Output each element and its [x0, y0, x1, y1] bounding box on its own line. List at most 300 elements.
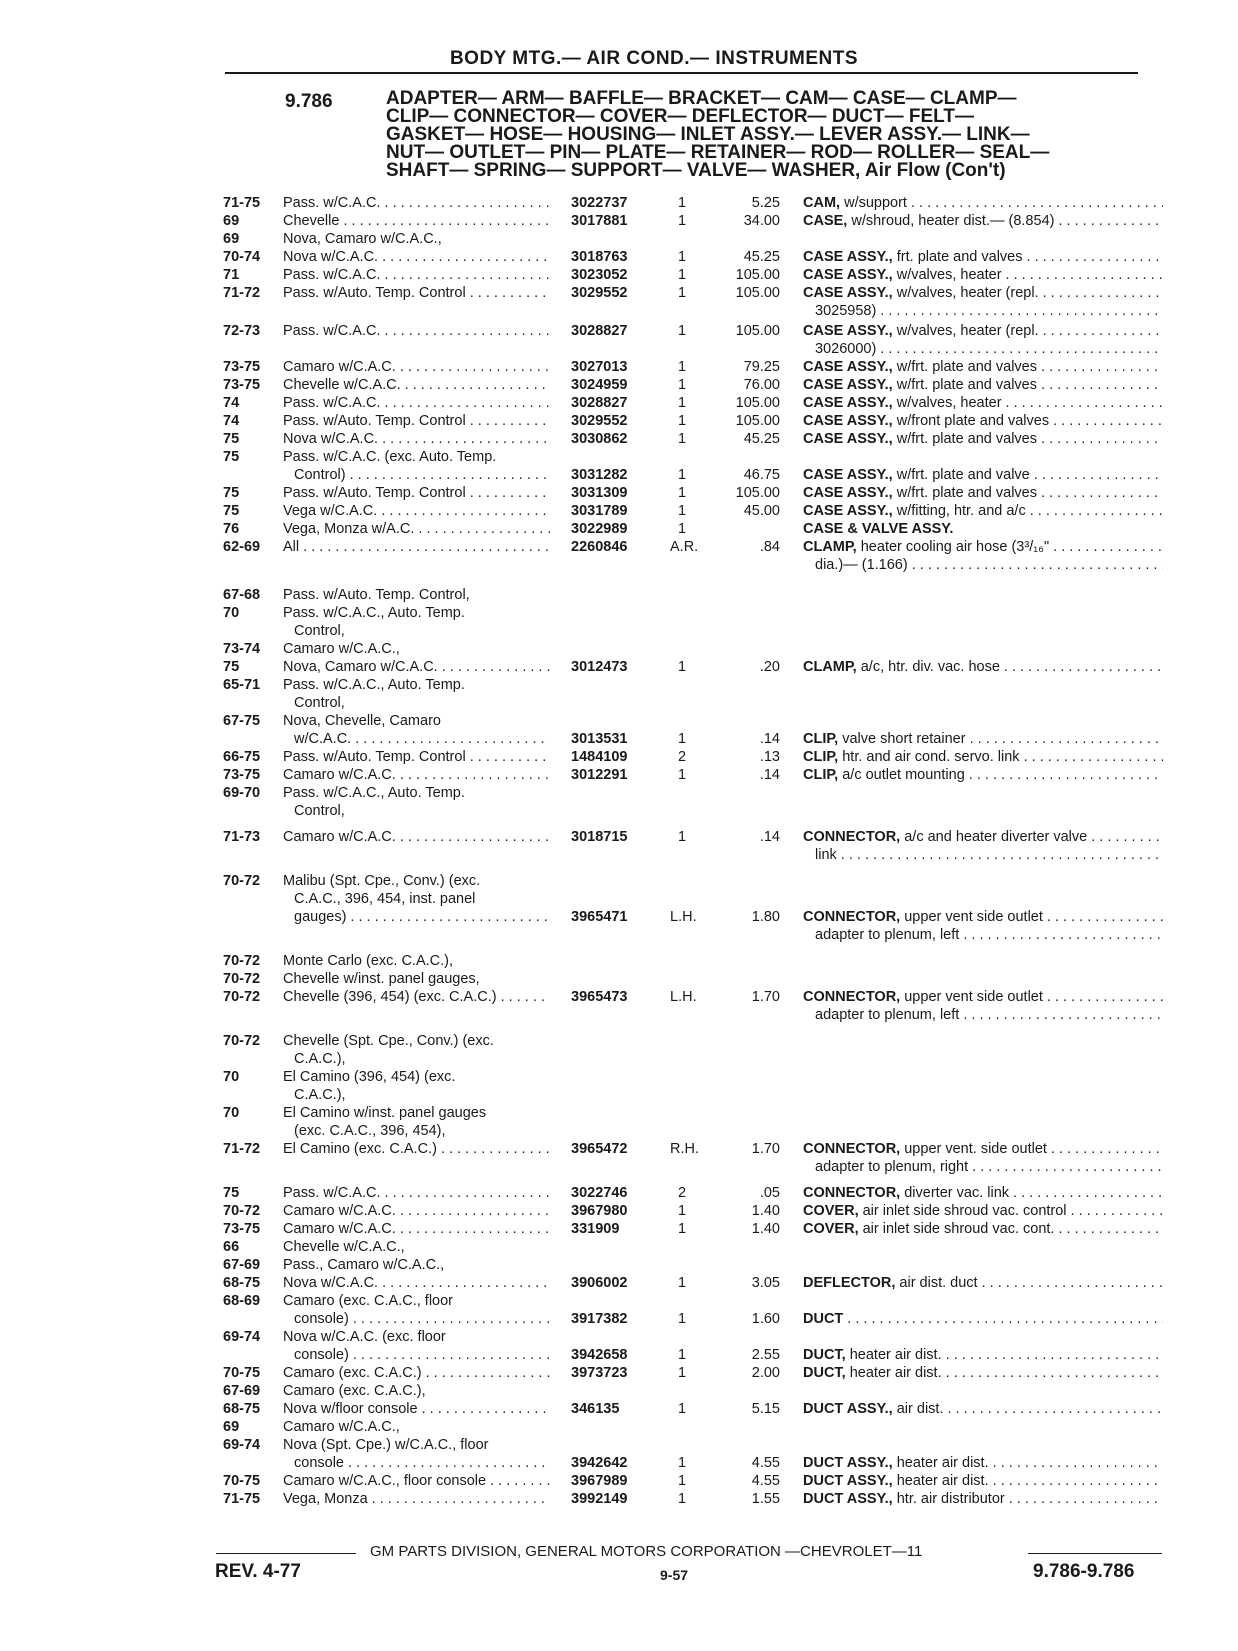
- price: 76.00: [743, 377, 780, 393]
- model-application: console) . . .: [294, 1310, 550, 1328]
- price: 2.55: [751, 1347, 780, 1363]
- year-range: 70-72: [223, 953, 261, 969]
- part-number: 331909: [571, 1221, 620, 1237]
- model-application: Pass. w/C.A.C., Auto. Temp.: [283, 785, 465, 801]
- part-name: CLAMP,: [803, 659, 857, 675]
- part-description: [803, 1202, 1163, 1220]
- part-detail: air dist. duct: [895, 1275, 978, 1291]
- part-name: CASE ASSY.,: [803, 285, 893, 301]
- footer-rule-left: [216, 1553, 356, 1554]
- price: 1.60: [751, 1311, 780, 1327]
- part-number: 3012473: [571, 659, 628, 675]
- part-description: [803, 1364, 1163, 1382]
- quantity: 1: [677, 829, 687, 845]
- quantity: 1: [677, 1203, 687, 1219]
- part-description: [815, 926, 1163, 944]
- price: 2.00: [751, 1365, 780, 1381]
- part-description: [815, 556, 1163, 574]
- quantity: 1: [677, 1365, 687, 1381]
- model-application: All . . .: [283, 538, 550, 556]
- part-description: [803, 1400, 1163, 1418]
- quantity: 1: [677, 249, 687, 265]
- section-title: [386, 90, 1156, 180]
- part-name: CASE ASSY.,: [803, 485, 893, 501]
- year-range: 71-72: [223, 1141, 261, 1157]
- part-number: 1484109: [571, 749, 628, 765]
- model-application: Nova, Camaro w/C.A.C. . . .: [283, 658, 550, 676]
- model-application: El Camino (exc. C.A.C.) . . .: [283, 1140, 550, 1158]
- model-application: Nova w/C.A.C. . . .: [283, 248, 550, 266]
- part-number: 3017881: [571, 213, 628, 229]
- part-number: 2260846: [571, 539, 628, 555]
- quantity: 1: [677, 1221, 687, 1237]
- model-application: Camaro (exc. C.A.C.),: [283, 1383, 426, 1399]
- part-name: CASE & VALVE ASSY.: [803, 521, 954, 537]
- year-range: 69: [223, 1419, 240, 1435]
- part-description: [803, 358, 1163, 376]
- part-number: 3027013: [571, 359, 628, 375]
- part-name: DUCT: [803, 1311, 844, 1327]
- year-range: 68-75: [223, 1401, 261, 1417]
- year-range: 69-74: [223, 1329, 261, 1345]
- price: 1.55: [751, 1491, 780, 1507]
- part-number: 3992149: [571, 1491, 628, 1507]
- part-number: 3917382: [571, 1311, 628, 1327]
- part-description: [803, 1274, 1163, 1292]
- quantity: L.H.: [670, 909, 697, 925]
- part-name: CASE ASSY.,: [803, 467, 893, 483]
- model-application: Control,: [294, 695, 345, 711]
- price: 5.15: [751, 1401, 780, 1417]
- part-detail: upper vent side outlet: [900, 909, 1043, 925]
- part-number: 3031789: [571, 503, 628, 519]
- part-name: DUCT ASSY.,: [803, 1455, 893, 1471]
- model-application: Camaro (exc. C.A.C., floor: [283, 1293, 454, 1309]
- price: .14: [759, 767, 780, 783]
- year-range: 71-75: [223, 195, 261, 211]
- year-range: 73-74: [223, 641, 261, 657]
- part-number: 3030862: [571, 431, 628, 447]
- part-number: 3012291: [571, 767, 628, 783]
- year-range: 70: [223, 1069, 240, 1085]
- model-application: C.A.C., 396, 454, inst. panel: [294, 891, 476, 907]
- price: .05: [759, 1185, 780, 1201]
- model-application: Pass. w/C.A.C. . . .: [283, 266, 550, 284]
- part-detail: w/support: [840, 195, 907, 211]
- part-description: [803, 538, 1163, 556]
- model-application: Camaro w/C.A.C. . . .: [283, 766, 550, 784]
- part-detail: w/frt. plate and valves: [892, 431, 1037, 447]
- section-title-line: CLIP— CONNECTOR— COVER— DEFLECTOR— DUCT— FELT—: [386, 106, 974, 127]
- quantity: 1: [677, 521, 687, 537]
- part-number: 3029552: [571, 285, 628, 301]
- model-application: C.A.C.),: [294, 1051, 346, 1067]
- part-name: CASE ASSY.,: [803, 503, 893, 519]
- section-title-line: GASKET— HOSE— HOUSING— INLET ASSY.— LEVER ASSY.— LINK—: [386, 124, 1030, 145]
- part-number: 3024959: [571, 377, 628, 393]
- model-application: Camaro w/C.A.C. . . .: [283, 358, 550, 376]
- year-range: 69: [223, 213, 240, 229]
- quantity: R.H.: [670, 1141, 699, 1157]
- year-range: 70-74: [223, 249, 261, 265]
- part-detail: air inlet side shroud vac. cont.: [858, 1221, 1055, 1237]
- part-description: [803, 266, 1163, 284]
- part-description: [803, 730, 1163, 748]
- part-number: 3028827: [571, 395, 628, 411]
- part-name: COVER,: [803, 1221, 859, 1237]
- part-detail: valve short retainer: [838, 731, 966, 747]
- model-application: gauges) . . .: [294, 908, 550, 926]
- price: 105.00: [735, 323, 780, 339]
- part-name: DUCT ASSY.,: [803, 1473, 893, 1489]
- model-application: Nova, Camaro w/C.A.C.,: [283, 231, 442, 247]
- year-range: 65-71: [223, 677, 261, 693]
- part-number: 3013531: [571, 731, 628, 747]
- model-application: Pass. w/C.A.C., Auto. Temp.: [283, 677, 465, 693]
- part-description: [815, 302, 1163, 320]
- part-name: DUCT,: [803, 1347, 846, 1363]
- model-application: C.A.C.),: [294, 1087, 346, 1103]
- part-description: [803, 1454, 1163, 1472]
- part-number: 3031282: [571, 467, 628, 483]
- model-application: Pass. w/Auto. Temp. Control . . .: [283, 412, 550, 430]
- model-application: Chevelle w/inst. panel gauges,: [283, 971, 480, 987]
- part-description: [803, 908, 1163, 926]
- price: .20: [759, 659, 780, 675]
- part-description: [803, 748, 1163, 766]
- quantity: L.H.: [670, 989, 697, 1005]
- part-name: CLIP,: [803, 767, 839, 783]
- model-application: Camaro w/C.A.C. . . .: [283, 1202, 550, 1220]
- year-range: 76: [223, 521, 240, 537]
- year-range: 71-75: [223, 1491, 261, 1507]
- model-application: Control) . . .: [294, 466, 550, 484]
- price: .14: [759, 731, 780, 747]
- year-range: 73-75: [223, 377, 261, 393]
- year-range: 75: [223, 449, 240, 465]
- part-name: CONNECTOR,: [803, 1141, 901, 1157]
- part-number: 3942642: [571, 1455, 628, 1471]
- part-description: [803, 394, 1163, 412]
- part-number: 3967989: [571, 1473, 628, 1489]
- year-range: 73-75: [223, 767, 261, 783]
- footer-rule-right: [1028, 1553, 1162, 1554]
- part-name: CASE ASSY.,: [803, 267, 893, 283]
- part-detail: htr. air distributor: [892, 1491, 1005, 1507]
- part-detail: adapter to plenum, left: [815, 927, 960, 943]
- quantity: A.R.: [670, 539, 699, 555]
- part-name: CASE ASSY.,: [803, 431, 893, 447]
- part-number: 3973723: [571, 1365, 628, 1381]
- part-number: 3022746: [571, 1185, 628, 1201]
- model-application: Nova w/C.A.C. . . .: [283, 1274, 550, 1292]
- part-name: CONNECTOR,: [803, 829, 901, 845]
- part-description: [803, 284, 1163, 302]
- year-range: 75: [223, 503, 240, 519]
- part-detail: w/valves, heater (repl.: [892, 285, 1039, 301]
- part-number: 3022989: [571, 521, 628, 537]
- part-name: DUCT ASSY.,: [803, 1491, 893, 1507]
- price: 1.70: [751, 989, 780, 1005]
- price: 4.55: [751, 1473, 780, 1489]
- year-range: 75: [223, 485, 240, 501]
- part-name: CASE ASSY.,: [803, 359, 893, 375]
- part-detail: upper vent. side outlet: [900, 1141, 1047, 1157]
- part-number: 3018763: [571, 249, 628, 265]
- year-range: 72-73: [223, 323, 261, 339]
- part-description: [803, 322, 1163, 340]
- page-header-title: BODY MTG.— AIR COND.— INSTRUMENTS: [449, 48, 859, 69]
- model-application: Pass. w/Auto. Temp. Control,: [283, 587, 470, 603]
- part-description: [803, 194, 1163, 212]
- part-name: DUCT ASSY.,: [803, 1401, 893, 1417]
- part-detail: htr. and air cond. servo. link: [838, 749, 1020, 765]
- year-range: 70-72: [223, 971, 261, 987]
- part-detail: w/valves, heater: [892, 267, 1002, 283]
- quantity: 1: [677, 1311, 687, 1327]
- part-number: 3967980: [571, 1203, 628, 1219]
- price: 1.40: [751, 1203, 780, 1219]
- part-name: CASE ASSY.,: [803, 323, 893, 339]
- quantity: 1: [677, 731, 687, 747]
- part-detail: w/shroud, heater dist.— (8.854): [847, 213, 1055, 229]
- year-range: 74: [223, 395, 240, 411]
- quantity: 2: [677, 1185, 687, 1201]
- year-range: 70-72: [223, 1033, 261, 1049]
- year-range: 68-75: [223, 1275, 261, 1291]
- part-name: CAM,: [803, 195, 841, 211]
- part-detail: adapter to plenum, left: [815, 1007, 960, 1023]
- price: 45.25: [743, 431, 780, 447]
- header-rule: [225, 72, 1138, 74]
- quantity: 1: [677, 1491, 687, 1507]
- year-range: 67-75: [223, 713, 261, 729]
- price: 105.00: [735, 285, 780, 301]
- part-number: 3028827: [571, 323, 628, 339]
- model-application: El Camino w/inst. panel gauges: [283, 1105, 487, 1121]
- part-detail: a/c outlet mounting: [838, 767, 965, 783]
- model-application: Pass. w/Auto. Temp. Control . . .: [283, 284, 550, 302]
- revision-label: REV. 4-77: [215, 1561, 301, 1582]
- price: 45.25: [743, 249, 780, 265]
- model-application: Nova, Chevelle, Camaro: [283, 713, 441, 729]
- model-application: Vega w/C.A.C. . . .: [283, 502, 550, 520]
- price: 1.70: [751, 1141, 780, 1157]
- quantity: 1: [677, 767, 687, 783]
- part-detail: 3026000): [815, 341, 877, 357]
- quantity: 1: [677, 485, 687, 501]
- year-range: 71: [223, 267, 240, 283]
- part-detail: a/c and heater diverter valve: [900, 829, 1088, 845]
- year-range: 70-75: [223, 1365, 261, 1381]
- model-application: Control,: [294, 803, 345, 819]
- part-description: [803, 1220, 1163, 1238]
- part-detail: w/valves, heater (repl.: [892, 323, 1039, 339]
- part-number: 3022737: [571, 195, 628, 211]
- model-application: Nova w/C.A.C. (exc. floor: [283, 1329, 446, 1345]
- model-application: console . . .: [294, 1454, 550, 1472]
- quantity: 1: [677, 1401, 687, 1417]
- model-application: El Camino (396, 454) (exc.: [283, 1069, 456, 1085]
- part-detail: heater air dist.: [892, 1455, 989, 1471]
- part-name: CASE ASSY.,: [803, 413, 893, 429]
- section-reference: 9.786-9.786: [1033, 1561, 1135, 1582]
- part-name: DEFLECTOR,: [803, 1275, 896, 1291]
- model-application: Control,: [294, 623, 345, 639]
- part-detail: heater air dist.: [892, 1473, 989, 1489]
- price: 46.75: [743, 467, 780, 483]
- part-detail: heater air dist.: [845, 1365, 942, 1381]
- part-detail: w/frt. plate and valves: [892, 359, 1037, 375]
- part-description: [803, 376, 1163, 394]
- part-name: CONNECTOR,: [803, 1185, 901, 1201]
- year-range: 70-72: [223, 989, 261, 1005]
- section-number: 9.786: [285, 91, 333, 112]
- page-number: 9-57: [660, 1567, 689, 1583]
- year-range: 71-73: [223, 829, 261, 845]
- quantity: 1: [677, 1347, 687, 1363]
- price: 3.05: [751, 1275, 780, 1291]
- quantity: 1: [677, 1473, 687, 1489]
- part-detail: link: [815, 847, 837, 863]
- part-description: [803, 1184, 1163, 1202]
- part-name: CLIP,: [803, 749, 839, 765]
- part-number: 3965471: [571, 909, 628, 925]
- part-name: CONNECTOR,: [803, 989, 901, 1005]
- model-application: Pass. w/C.A.C. . . .: [283, 394, 550, 412]
- quantity: 1: [677, 359, 687, 375]
- model-application: Malibu (Spt. Cpe., Conv.) (exc.: [283, 873, 481, 889]
- part-description: [803, 1310, 1163, 1328]
- model-application: Nova w/C.A.C. . . .: [283, 430, 550, 448]
- year-range: 69: [223, 231, 240, 247]
- quantity: 1: [677, 467, 687, 483]
- model-application: Pass., Camaro w/C.A.C.,: [283, 1257, 445, 1273]
- part-description: [803, 412, 1163, 430]
- year-range: 66: [223, 1239, 240, 1255]
- part-detail: w/front plate and valves: [892, 413, 1050, 429]
- model-application: Chevelle . . .: [283, 212, 550, 230]
- part-description: [803, 248, 1163, 266]
- part-number: 3965473: [571, 989, 628, 1005]
- part-description: [803, 1490, 1163, 1508]
- year-range: 70-75: [223, 1473, 261, 1489]
- part-description: [803, 828, 1163, 846]
- part-detail: w/frt. plate and valve: [892, 467, 1030, 483]
- part-detail: heater cooling air hose (3³/₁₆": [856, 539, 1050, 555]
- price: 34.00: [743, 213, 780, 229]
- section-title-line: NUT— OUTLET— PIN— PLATE— RETAINER— ROD— ROLLER— SEAL—: [386, 142, 1050, 163]
- year-range: 73-75: [223, 1221, 261, 1237]
- year-range: 70-72: [223, 1203, 261, 1219]
- year-range: 70: [223, 1105, 240, 1121]
- year-range: 62-69: [223, 539, 261, 555]
- model-application: Chevelle (Spt. Cpe., Conv.) (exc.: [283, 1033, 494, 1049]
- model-application: w/C.A.C. . . .: [294, 730, 550, 748]
- part-detail: heater air dist.: [845, 1347, 942, 1363]
- year-range: 75: [223, 431, 240, 447]
- model-application: Nova w/floor console . . .: [283, 1400, 550, 1418]
- model-application: Camaro w/C.A.C. . . .: [283, 828, 550, 846]
- model-application: Camaro w/C.A.C.,: [283, 1419, 400, 1435]
- quantity: 1: [677, 413, 687, 429]
- part-description: [803, 1140, 1163, 1158]
- model-application: Camaro w/C.A.C.,: [283, 641, 400, 657]
- model-application: Chevelle (396, 454) (exc. C.A.C.) . . .: [283, 988, 550, 1006]
- price: 105.00: [735, 395, 780, 411]
- model-application: Pass. w/C.A.C. (exc. Auto. Temp.: [283, 449, 497, 465]
- quantity: 1: [677, 377, 687, 393]
- part-name: DUCT,: [803, 1365, 846, 1381]
- part-description: [803, 484, 1163, 502]
- part-number: 3906002: [571, 1275, 628, 1291]
- part-detail: w/valves, heater: [892, 395, 1002, 411]
- price: 5.25: [751, 195, 780, 211]
- quantity: 1: [677, 267, 687, 283]
- year-range: 73-75: [223, 359, 261, 375]
- year-range: 66-75: [223, 749, 261, 765]
- part-name: CASE ASSY.,: [803, 249, 893, 265]
- year-range: 70: [223, 605, 240, 621]
- year-range: 67-69: [223, 1383, 261, 1399]
- part-description: [803, 766, 1163, 784]
- part-detail: w/frt. plate and valves: [892, 377, 1037, 393]
- model-application: Pass. w/C.A.C. . . .: [283, 1184, 550, 1202]
- part-name: CLAMP,: [803, 539, 857, 555]
- year-range: 69-70: [223, 785, 261, 801]
- part-description: [803, 466, 1163, 484]
- quantity: 1: [677, 395, 687, 411]
- quantity: 1: [677, 323, 687, 339]
- part-detail: upper vent side outlet: [900, 989, 1043, 1005]
- price: 105.00: [735, 485, 780, 501]
- model-application: Camaro (exc. C.A.C.) . . .: [283, 1364, 550, 1382]
- model-application: (exc. C.A.C., 396, 454),: [294, 1123, 446, 1139]
- price: .14: [759, 829, 780, 845]
- quantity: 1: [677, 285, 687, 301]
- quantity: 1: [677, 1275, 687, 1291]
- part-detail: w/fitting, htr. and a/c: [892, 503, 1026, 519]
- price: 1.80: [751, 909, 780, 925]
- model-application: Chevelle w/C.A.C. . . .: [283, 376, 550, 394]
- quantity: 1: [677, 659, 687, 675]
- model-application: Pass. w/C.A.C. . . .: [283, 322, 550, 340]
- quantity: 2: [677, 749, 687, 765]
- quantity: 1: [677, 195, 687, 211]
- year-range: 67-68: [223, 587, 261, 603]
- part-number: 3031309: [571, 485, 628, 501]
- part-detail: air dist.: [892, 1401, 944, 1417]
- part-name: CONNECTOR,: [803, 909, 901, 925]
- part-description: [815, 846, 1163, 864]
- part-description: [815, 1006, 1163, 1024]
- year-range: 75: [223, 1185, 240, 1201]
- quantity: 1: [677, 431, 687, 447]
- price: 105.00: [735, 413, 780, 429]
- part-detail: frt. plate and valves: [892, 249, 1023, 265]
- model-application: Pass. w/Auto. Temp. Control . . .: [283, 748, 550, 766]
- model-application: Vega, Monza . . .: [283, 1490, 550, 1508]
- year-range: 67-69: [223, 1257, 261, 1273]
- part-description: [803, 1472, 1163, 1490]
- part-detail: diverter vac. link: [900, 1185, 1010, 1201]
- part-number: 3018715: [571, 829, 628, 845]
- part-description: [803, 988, 1163, 1006]
- part-detail: a/c, htr. div. vac. hose: [856, 659, 1000, 675]
- part-name: COVER,: [803, 1203, 859, 1219]
- part-detail: w/frt. plate and valves: [892, 485, 1037, 501]
- part-number: 3023052: [571, 267, 628, 283]
